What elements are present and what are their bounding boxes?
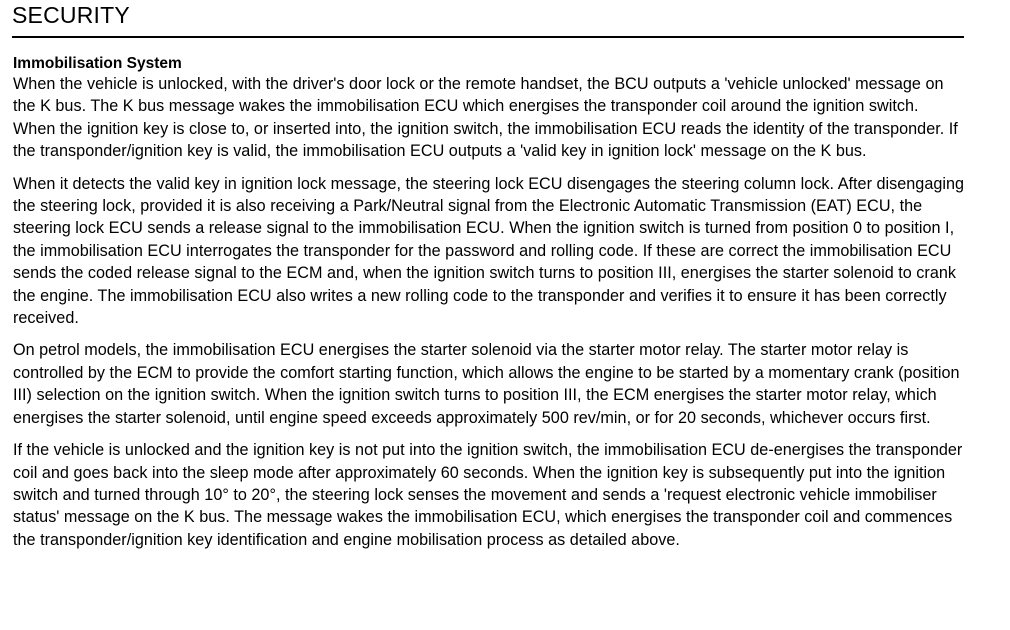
paragraph: When the vehicle is unlocked, with the driver's door lock or the remote handset, the BCU outputs a 'vehicle unlocked' message on the K bus. The K bus message wakes the immobilisation ECU which energises the transponder coil around the ignition switch. When the ignition key is close to, or inserted into, the ignition switch, the immobilisation ECU reads the identity of the transponder. If the transponder/ignition key is valid, the immobilisation ECU outputs a 'valid key in ignition lock' message on the K bus. [13, 75, 958, 161]
page-title: SECURITY [12, 2, 130, 28]
paragraph: On petrol models, the immobilisation ECU energises the starter solenoid via the starter motor relay. The starter motor relay is controlled by the ECM to provide the comfort starting function, which allows the engine to be started by a momentary crank (position III) selection on the ignition switch. When the ignition switch turns to position III, the ECM energises the starter motor relay, which energises the starter solenoid, until engine speed exceeds approximately 500 rev/min, or for 20 seconds, whichever occurs first. [13, 341, 960, 427]
section-immobilisation-system [13, 54, 965, 561]
page-header [12, 0, 964, 38]
paragraph: If the vehicle is unlocked and the ignition key is not put into the ignition switch, the immobilisation ECU de-energises the transponder coil and goes back into the sleep mode after approximately 60 seconds. When the ignition key is subsequently put into the ignition switch and turned through 10° to 20°, the steering lock senses the movement and sends a 'request electronic vehicle immobiliser status' message on the K bus. The message wakes the immobilisation ECU, which energises the transponder coil and commences the transponder/ignition key identification and engine mobilisation process as detailed above. [13, 441, 963, 549]
section-heading: Immobilisation System [13, 55, 182, 72]
paragraph: When it detects the valid key in ignition lock message, the steering lock ECU disengages the steering column lock. After disengaging the steering lock, provided it is also receiving a Park/Neutral signal from the Electronic Automatic Transmission (EAT) ECU, the steering lock ECU sends a release signal to the immobilisation ECU. When the ignition switch is turned from position 0 to position I, the immobilisation ECU interrogates the transponder for the password and rolling code. If these are correct the immobilisation ECU sends the coded release signal to the ECM and, when the ignition switch turns to position III, energises the starter solenoid to crank the engine. The immobilisation ECU also writes a new rolling code to the transponder and verifies it to ensure it has been correctly received. [13, 174, 965, 328]
